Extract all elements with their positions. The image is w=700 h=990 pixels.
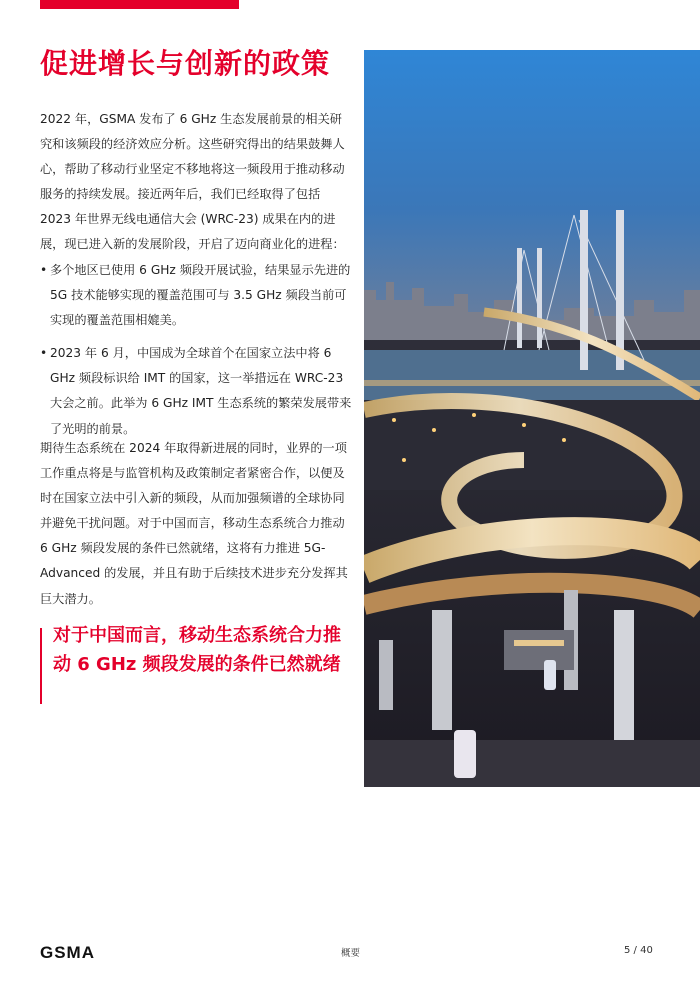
page-title: 促进增长与创新的政策 (40, 47, 331, 80)
bullet-item: • 多个地区已使用 6 GHz 频段开展试验，结果显示先进的 5G 技术能够实现的覆盖范围可与 3.5 GHz 频段当前可实现的覆盖范围相媲美。 (40, 258, 352, 333)
page-number: 5 / 40 (624, 945, 653, 956)
city-interchange-night-photo (364, 50, 700, 787)
pull-quote-rule (40, 628, 42, 704)
body-paragraph: 期待生态系统在 2024 年取得新进展的同时，业界的一项工作重点将是与监管机构及政策制定者紧密合作，以便及时在国家立法中引入新的频段，从而加强频谱的全球协同并避免干扰问题。对于中国而言，移动生态系统合力推动 6 GHz 频段发展的条件已然就绪，这将有力推进 5G-Advanced 的发展，并且有助于后续技术进步充分发挥其巨大潜力。 (40, 441, 348, 606)
top-accent-bar (40, 0, 239, 9)
gsma-logo: GSMA (40, 943, 95, 962)
bullet-list (40, 258, 352, 450)
footer-section-label: 概要 (341, 948, 361, 959)
intro-paragraph: 2022 年，GSMA 发布了 6 GHz 生态发展前景的相关研究和该频段的经济效应分析。这些研究得出的结果鼓舞人心，帮助了移动行业坚定不移地将这一频段用于推动移动服务的持续发展。接近两年后，我们已经取得了包括 2023 年世界无线电通信大会 (WRC-23) 成果在内的进展，现已进入新的发展阶段，开启了迈向商业化的进程： (40, 112, 345, 252)
bullet-item: • 2023 年 6 月，中国成为全球首个在国家立法中将 6 GHz 频段标识给 IMT 的国家，这一举措远在 WRC-23 大会之前。此举为 6 GHz IMT 生态系统的繁荣发展带来了光明的前景。 (40, 341, 352, 441)
pull-quote: 对于中国而言，移动生态系统合力推动 6 GHz 频段发展的条件已然就绪 (53, 625, 341, 675)
